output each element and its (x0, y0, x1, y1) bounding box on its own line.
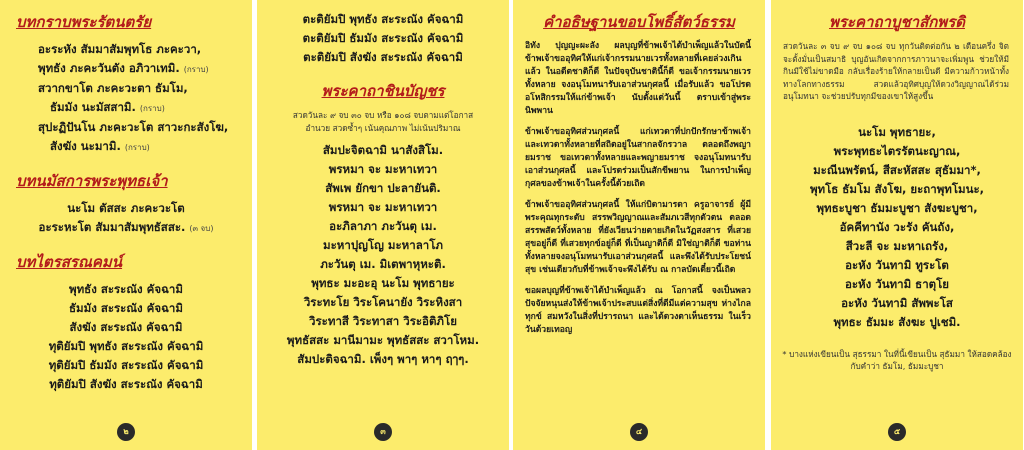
verse-line: อัคคีทานัง วะรัง คันถัง, (839, 219, 955, 234)
verse-line: วิระทะโย วิระโคนายัง วิระหิงสา (303, 295, 463, 309)
verse-line: อะระหัง สัมมาสัมพุทโธ ภะคะวา, (38, 42, 202, 56)
verse-line: สัมปะจิตฉามิ นาสังสิโม. (322, 143, 444, 157)
title-chinabanchon: พระคาถาชินบัญชร (321, 82, 445, 100)
verse-line: พุทโธ ธัมโม สังโฆ, ยะถาพุทโมนะ, (809, 181, 985, 196)
paragraph: ขอผลบุญที่ข้าพเจ้าได้บำเพ็ญแล้ว ณ โอกาสนี้ จงเป็นพลวปัจจัยหนุนส่งให้ข้าพเจ้าประสบแต่สิ่งที่ดีมีแต่ความสุข ห่างไกลทุกข์ สมหวังในสิ่งที่ปรารถนา และได้ดวงตาเห็นธรรม ในเร็ววันด้วยเทอญ (525, 286, 751, 335)
verse-line: ทุติยัมปิ ธัมมัง สะระณัง คัจฉามิ (48, 358, 204, 372)
verse-line: สังฆัง สะระณัง คัจฉามิ (69, 320, 183, 334)
verse-line: สังฆัง นะมามิ. (กราบ) (50, 139, 150, 153)
verse-line: ตะติยัมปิ พุทธัง สะระณัง คัจฉามิ (302, 12, 464, 26)
verse-line: พรหมา จะ มะหาเทวา (328, 162, 438, 176)
verse-line: ทุติยัมปิ สังฆัง สะระณัง คัจฉามิ (49, 377, 203, 391)
verse-line: พุทธะ ธัมมะ สังฆะ ปูเชมิ. (833, 314, 961, 329)
verse-line: สัพเพ ยักขา ปะลายันติ. (325, 181, 441, 195)
verse-line: ทุติยัมปิ พุทธัง สะระณัง คัจฉามิ (48, 339, 204, 353)
verse-line: ตะติยัมปิ ธัมมัง สะระณัง คัจฉามิ (302, 31, 464, 45)
verse-line: พุทธะ มะอะอุ นะโม พุทธายะ (311, 276, 455, 290)
page-4 (771, 0, 1023, 450)
verse-line: สวากขาโต ภะคะวะตา ธัมโม, (38, 81, 188, 95)
page-number: ๓ (374, 423, 392, 441)
page-3 (513, 0, 765, 450)
verse-line: พุทธัง ภะคะวันตัง อภิวาเทมิ. (กราบ) (38, 61, 209, 75)
page-number: ๒ (117, 423, 135, 441)
page-1 (0, 0, 252, 450)
title-worship-verse: พระคาถาบูชาสักพรดิ (828, 13, 965, 31)
verse-line: วิระทาสี วิระทาสา วิระอิติภิโย (309, 314, 457, 328)
verse-line: พุทธะบูชา ธัมมะบูชา สังฆะบูชา, (816, 200, 978, 215)
verse-line: พระพุทธะไตรรัตนะญาณ, (833, 143, 961, 158)
verse-line: พุทธัสสะ มานีมามะ พุทธัสสะ สวาโหม. (286, 333, 480, 347)
verse-line: สัมปะติจฉามิ. เพ็งๆ พาๆ หาๆ ฤๅๆ. (297, 352, 469, 366)
page-number: ๕ (888, 423, 906, 441)
verse-line: อะภิลาภา ภะวันตุ เม. (329, 219, 437, 233)
verse-line: พุทธัง สะระณัง คัจฉามิ (69, 282, 183, 296)
verse-line: พรหมา จะ มะหาเทวา (328, 200, 438, 214)
verse-line: อะหัง วันทามิ ทูระโต (845, 257, 949, 272)
instruction-text: สวดวันละ ๙ จบ ๓๐ จบ หรือ ๑๐๘ จบตามแต่โอกาส (292, 110, 474, 120)
title-namaskara: บทนมัสการพระพุทธเจ้า (16, 172, 168, 190)
paragraph: ข้าพเจ้าขออุทิศส่วนกุศลนี้ ให้แก่บิดามารดา ครูอาจารย์ ผู้มีพระคุณทุกระดับ สรรพวิญญาณและสัมภเวสีทุกตัวตน ตลอดสรรพสัตว์ทั้งหลาย ที่ยังเวียนว่ายตายเกิดในวัฏสงสาร ที่เสวยสุขอยู่ก็ดี ที่เสวยทุกข์อยู่ก็ดี ที่เป็นญาติก็ดี มิใช่ญาติก็ดี ขอท่านทั้งหลายจงอนุโมทนารับเอาส่วนกุศลนี้ และพึงได้รับประโยชน์สุข เช่นเดียวกับที่ข้าพเจ้าจะพึงได้รับ ณ กาลบัดเดี๋ยวนี้เถิด (525, 200, 751, 275)
paragraph: ข้าพเจ้าขออุทิศส่วนกุศลนี้ แก่เทวดาที่ปกปักรักษาข้าพเจ้า และเทวดาทั้งหลายที่สถิตอยู่ในสากลจักรวาล ตลอดถึงพญายมราช ขอเทวดาทั้งหลายและพญายมราช จงอนุโมทนารับเอาส่วนกุศลนี้ และโปรดร่วมเป็นสักขีพยาน ในการบำเพ็ญกุศลของข้าพเจ้าในครั้งนี้ด้วยเถิด (525, 127, 751, 189)
verse-line: สีวะลี จะ มะหาเถรัง, (845, 238, 949, 253)
verse-line: นะโม พุทธายะ, (858, 124, 936, 139)
verse-line: อะหัง วันทามิ สัพพะโส (841, 295, 953, 310)
verse-line: อะระหะโต สัมมาสัมพุทธัสสะ. (๓ จบ) (38, 220, 214, 234)
verse-line: ตะติยัมปิ สังฆัง สะระณัง คัจฉามิ (303, 50, 463, 64)
verse-line: นะโม ตัสสะ ภะคะวะโต (67, 201, 185, 215)
footnote: * บางแห่งเขียนเป็น สุธรรมา ในที่นี้เขียนเป็น สุธัมมา ให้สอดคล้องกับคำว่า ธัมโม, ธัมมะบูชา (782, 348, 1012, 371)
verse-line: มะณีนพรัตน์, สีสะหัสสะ สุธัมมา*, (813, 162, 981, 177)
title-tisarana: บทไตรสรณคมน์ (16, 253, 123, 271)
verse-line: อะหัง วันทามิ ธาตุโย (844, 276, 950, 291)
verse-line: สุปะฏิปันโน ภะคะวะโต สาวะกะสังโฆ, (38, 120, 229, 134)
page-2 (257, 0, 509, 450)
verse-line: ธัมมัง สะระณัง คัจฉามิ (69, 301, 183, 315)
verse-line: ธัมมัง นะมัสสามิ. (กราบ) (50, 100, 165, 114)
page-number: ๔ (630, 423, 648, 441)
title-homage-triple-gem: บทกราบพระรัตนตรัย (16, 13, 152, 31)
title-dedication-prayer: คำอธิษฐานขอบโพธิ์สัตว์ธรรม (543, 13, 735, 31)
verse-line: มะหาปุญโญ มะหาลาโภ (323, 238, 443, 252)
instruction-text: อำนวย สวดซ้ำๆ เน้นคุณภาพ ไม่เน้นปริมาณ (305, 123, 461, 133)
paragraph: อิทัง ปุญญะผะลัง ผลบุญที่ข้าพเจ้าได้บำเพ็ญแล้วในบัดนี้ ข้าพเจ้าขออุทิศให้แก่เจ้ากรรมนายเวรทั้งหลายที่เคยล่วงเกินแล้ว ในอดีตชาติก็ดี ในปัจจุบันชาตินี้ก็ดี ขอเจ้ากรรมนายเวรทั้งหลาย จงอนุโมทนารับเอาส่วนกุศลนี้ เมื่อรับแล้ว ขอโปรดอโหสิกรรมให้แก่ข้าพเจ้า นับตั้งแต่วันนี้ ตราบเข้าสู่พระนิพพาน (525, 41, 751, 116)
intro-paragraph: สวดวันละ ๓ จบ ๙ จบ ๑๐๘ จบ ทุกวันติดต่อกัน ๒ เดือนครึ่ง จิตจะตั้งมั่นเป็นสมาธิ บุญอันเกิดจากการภาวนาจะเพิ่มพูน ช่วยให้มีกินมีใช้ไม่ขาดมือ กลับเรื่องร้ายให้กลายเป็นดี มีความก้าวหน้าทั้งทางโลกทางธรรม สวดแล้วอุทิศบุญให้ดวงวิญญาณได้ร่วมอนุโมทนา จะช่วยปรับทุกมีของเขาให้สูงขึ้น (783, 41, 1009, 101)
verse-line: ภะวันตุ เม. มิเตพาหุหะติ. (320, 257, 446, 271)
